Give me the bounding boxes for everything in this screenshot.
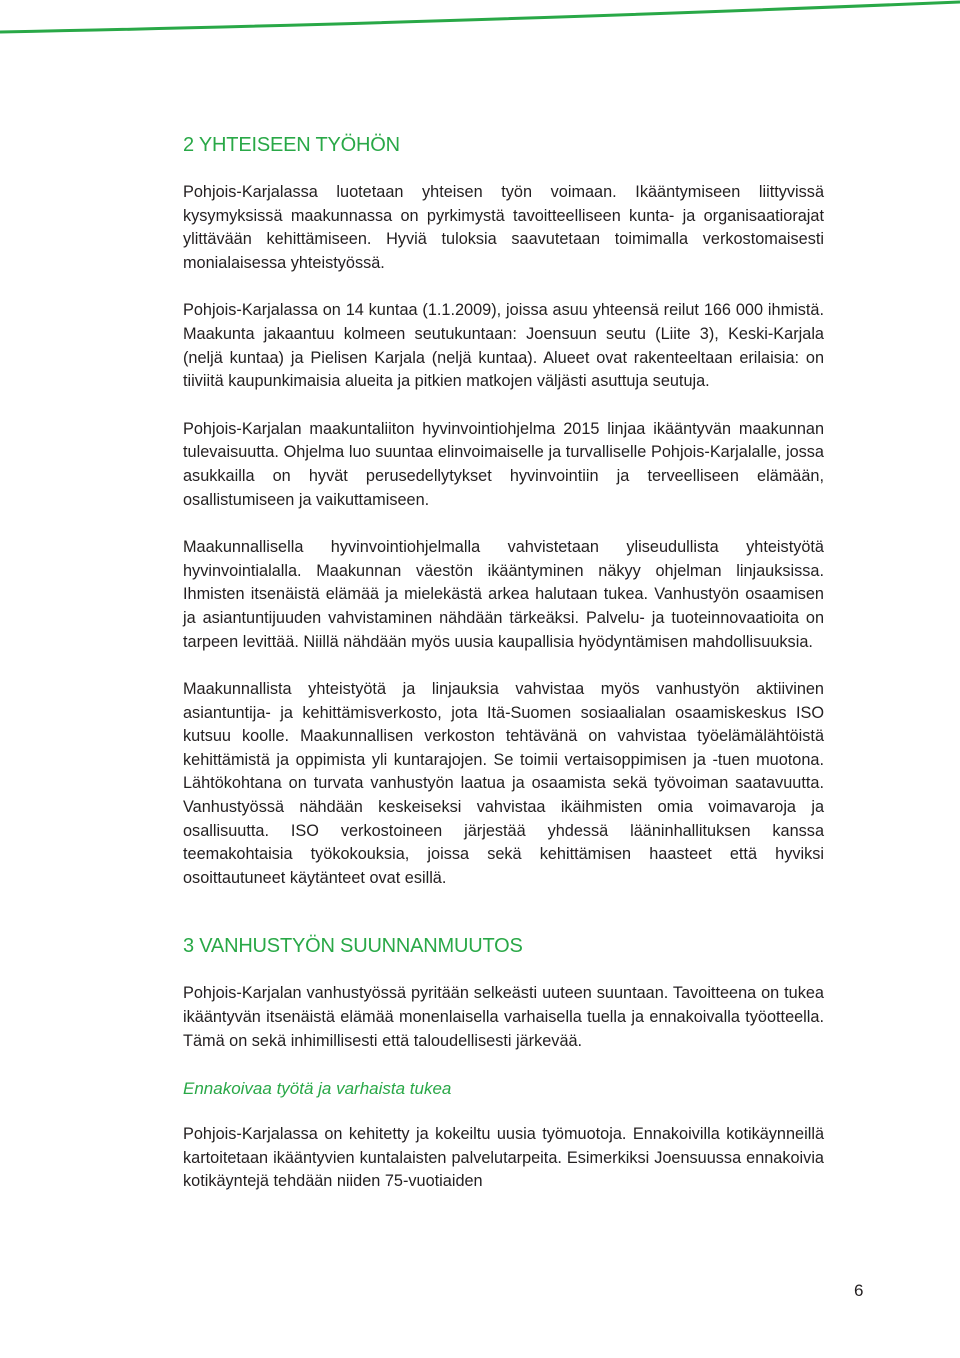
page-content: [183, 131, 824, 1218]
section-heading-vanhustyon-suunnanmuutos: 3 VANHUSTYÖN SUUNNANMUUTOS: [183, 935, 523, 958]
page-number: 6: [854, 1281, 864, 1300]
paragraph: Pohjois-Karjalassa luotetaan yhteisen työn voimaan. Ikääntymiseen liittyvissä kysymyksissä maakunnassa on pyrkimystä tavoitteelliseen kunta- ja organisaatiorajat ylittävään kehittämiseen. Hyviä tuloksia saavutetaan toimimalla verkostomaisesti monialaisessa yhteistyössä.: [183, 183, 824, 272]
paragraph: Pohjois-Karjalan maakuntaliiton hyvinvointiohjelma 2015 linjaa ikääntyvän maakunnan tulevaisuutta. Ohjelma luo suuntaa elinvoimaiselle ja turvalliselle Pohjois-Karjalalle, jossa asukkailla on hyvät perusedellytykset hyvinvointiin ja terveelliseen elämään, osallistumiseen ja vaikuttamiseen.: [183, 419, 824, 509]
section-heading-yhteiseen-tyohon: 2 YHTEISEEN TYÖHÖN: [183, 134, 400, 156]
subsection-heading: Ennakoivaa työtä ja varhaista tukea: [183, 1079, 452, 1099]
paragraph: Pohjois-Karjalassa on 14 kuntaa (1.1.2009), joissa asuu yhteensä reilut 166 000 ihmistä. Maakunta jakaantuu kolmeen seutukuntaan: Joensuun seutu (Liite 3), Keski-Karjala (neljä kuntaa) ja Pielisen Karjala (neljä kuntaa). Alueet ovat rakenteeltaan erilaisia: on tiiviitä kaupunkimaisia alueita ja pitkien matkojen väljästi asuttuja seutuja.: [183, 301, 824, 391]
paragraph: Maakunnallista yhteistyötä ja linjauksia vahvistaa myös vanhustyön aktiivinen asiantuntija- ja kehittämisverkosto, jota Itä-Suomen sosiaalialan osaamiskeskus ISO kutsuu koolle. Maakunnallisen verkoston tehtävänä on vahvistaa työelämälähtöistä kehittämistä ja oppimista yli kuntarajojen. Se toimii vertaisoppimisen ja -tuen muotona. Lähtökohtana on turvata vanhustyön laatua ja osaamista sekä työvoiman saatavuutta. Vanhustyössä nähdään keskeiseksi vahvistaa ikäihmisten omia voimavaroja ja osallisuutta. ISO verkostoineen järjestää yhdessä lääninhallituksen kanssa teemakohtaisia työkokouksia, joissa sekä kehittämisen haasteet että hyviksi osoittautuneet käytänteet ovat esillä.: [183, 680, 824, 887]
paragraph: Pohjois-Karjalassa on kehitetty ja kokeiltu uusia työmuotoja. Ennakoivilla kotikäynneillä kartoitetaan ikääntyvien kuntalaisten palvelutarpeita. Esimerkiksi Joensuussa ennakoivia kotikäyntejä tehdään niiden 75-vuotiaiden: [183, 1125, 824, 1191]
paragraph: Maakunnallisella hyvinvointiohjelmalla vahvistetaan yliseudullista yhteistyötä hyvinvointialalla. Maakunnan väestön ikääntyminen näkyy ohjelman linjauksissa. Ihmisten itsenäistä elämää ja mielekästä arkea halutaan tukea. Vanhustyön osaamisen ja asiantuntijuuden vahvistaminen nähdään tärkeäksi. Palvelu- ja tuoteinnovaatioita on tarpeen levittää. Niillä nähdään myös uusia kaupallisia hyödyntämisen mahdollisuuksia.: [183, 538, 824, 651]
top-decorative-line: [0, 0, 960, 40]
paragraph: Pohjois-Karjalan vanhustyössä pyritään selkeästi uuteen suuntaan. Tavoitteena on tukea ikääntyvän itsenäistä elämää monenlaisella varhaisella tuella ja ennakoivalla työotteella. Tämä on sekä inhimillisesti että taloudellisesti järkevää.: [183, 984, 824, 1050]
